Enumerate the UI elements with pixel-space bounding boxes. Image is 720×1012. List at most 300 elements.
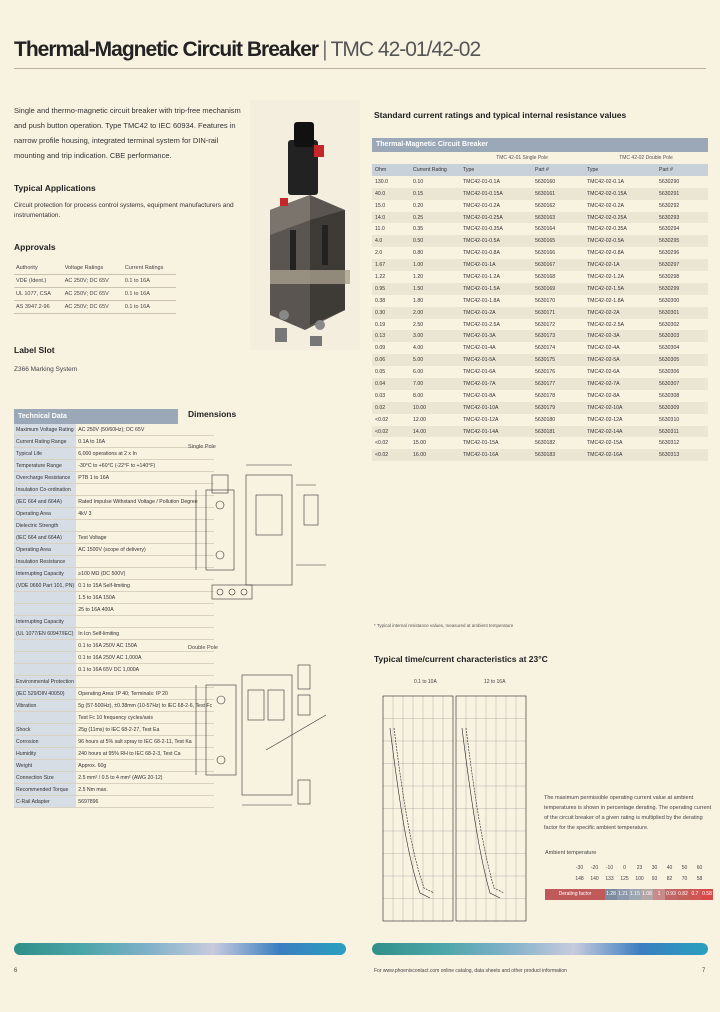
- table-row: [372, 200, 708, 212]
- table-row: [14, 628, 214, 640]
- table-cell: 5630176: [535, 369, 556, 376]
- table-cell: TMC42-02-5A: [584, 354, 656, 366]
- table-cell: Environmental Protection: [14, 676, 76, 688]
- table-cell: 5630304: [659, 345, 680, 352]
- table-row: [372, 188, 708, 200]
- table-cell: TMC42-01-5A: [460, 354, 532, 366]
- table-cell: AC 250V; DC 65V: [63, 301, 123, 314]
- table-cell: 0.13: [372, 330, 410, 342]
- table-cell: 0.1 to 16A: [123, 288, 176, 301]
- table-row: [372, 319, 708, 331]
- col-current-rating: Current Rating: [410, 164, 460, 176]
- table-cell: TMC42-01-1A: [460, 259, 532, 271]
- table-cell: 0.95: [372, 283, 410, 295]
- double-pole-drawing: [186, 655, 346, 815]
- table-row: [14, 262, 176, 275]
- table-cell: 5630299: [656, 283, 708, 295]
- table-cell: Humidity: [14, 748, 76, 760]
- table-row: [372, 390, 708, 402]
- table-cell: 11.0: [375, 226, 385, 233]
- table-cell: 8.00: [413, 392, 424, 399]
- time-current-description: The maximum permissible operating current value at ambient temperatures is shown in percentage derating. The operating current of the circuit breaker of a given rating is multiplied by the derating factor for the specific ambient temperature.: [544, 795, 712, 831]
- table-row: [14, 736, 214, 748]
- table-cell: 5630306: [659, 369, 680, 376]
- title-separator: |: [322, 38, 327, 61]
- derating-cell: 1.21: [617, 889, 629, 900]
- approvals-col-voltage: Voltage Ratings: [63, 262, 123, 275]
- dimensions-heading: Dimensions: [188, 409, 237, 419]
- table-row: [372, 271, 708, 283]
- footer-bar-left: [14, 943, 346, 955]
- table-cell: TMC42-01-10A: [460, 402, 532, 414]
- table-row: [14, 472, 214, 484]
- table-row: [372, 307, 708, 319]
- table-cell: 14.00: [410, 426, 460, 438]
- table-cell: TMC42-01-1.2A: [463, 273, 500, 280]
- table-row: [14, 520, 214, 532]
- table-cell: 5630166: [535, 250, 556, 257]
- table-cell: TMC42-02-2.5A: [587, 321, 624, 328]
- table-cell: 5630290: [659, 178, 680, 185]
- table-row: [372, 366, 708, 378]
- table-row: [372, 235, 708, 247]
- table-row: [372, 342, 708, 354]
- table-row: [14, 301, 176, 314]
- table-cell: Approx. 60g: [76, 760, 214, 772]
- table-cell: 5630171: [532, 307, 584, 319]
- table-cell: 0.15: [410, 188, 460, 200]
- table-cell: 5630161: [532, 188, 584, 200]
- derating-cell: 1: [653, 889, 665, 900]
- table-cell: UL 1077, CSA: [14, 288, 63, 301]
- temp-cell: 60: [696, 864, 703, 871]
- table-cell: Operating Area: [14, 508, 76, 520]
- table-row: [372, 212, 708, 224]
- table-cell: 0.03: [375, 392, 386, 399]
- page-title: [14, 38, 480, 62]
- table-row: [372, 164, 708, 176]
- table-cell: TMC42-01-0.5A: [460, 235, 532, 247]
- product-photo: [250, 100, 360, 350]
- table-cell: 5630174: [535, 345, 556, 352]
- table-cell: Operating Area: [14, 544, 76, 556]
- table-cell: 5630169: [532, 283, 584, 295]
- typical-applications-heading: Typical Applications: [14, 183, 96, 193]
- table-row: [14, 544, 214, 556]
- table-cell: Insulation Co-ordination: [14, 484, 76, 496]
- col-part-double: Part #: [656, 164, 708, 176]
- table-cell: <0.02: [372, 449, 410, 461]
- table-cell: 5630302: [659, 321, 680, 328]
- table-cell: 5630307: [656, 378, 708, 390]
- table-cell: 5630182: [535, 440, 556, 447]
- table-cell: TMC42-02-0.25A: [584, 212, 656, 224]
- table-row: [14, 275, 176, 288]
- table-cell: 2.0: [375, 250, 383, 257]
- label-slot-text: Z366 Marking System: [14, 366, 78, 373]
- double-pole-label: Double Pole: [188, 645, 218, 651]
- table-cell: (IEC 664 and 664A): [14, 496, 76, 508]
- derating-cell: 1.28: [605, 889, 617, 900]
- temp-cell: 50: [681, 864, 688, 871]
- table-cell: Recommended Torque: [14, 784, 76, 796]
- table-cell: TMC42-02-0.15A: [584, 188, 656, 200]
- table-cell: AC 250V; DC 65V: [63, 288, 123, 301]
- technical-data-table: [14, 424, 214, 808]
- approvals-col-current: Current Ratings: [123, 262, 176, 275]
- table-cell: TMC42-01-3A: [460, 330, 532, 342]
- table-cell: 1.80: [413, 297, 424, 304]
- table-cell: (UL 1077/EN 60947/IEC): [14, 628, 76, 640]
- table-cell: [372, 152, 460, 164]
- table-cell: TMC42-02-6A: [587, 369, 620, 376]
- table-cell: 0.1 to 15A Self-limiting: [76, 580, 214, 592]
- table-cell: 5630160: [535, 178, 556, 185]
- table-cell: 5630313: [656, 449, 708, 461]
- table-row: [14, 688, 214, 700]
- table-cell: 5630167: [532, 259, 584, 271]
- temp-cell: 23: [636, 864, 643, 871]
- table-cell: 5630165: [532, 235, 584, 247]
- table-cell: Connection Size: [14, 772, 76, 784]
- temp-cell: -10: [605, 864, 614, 871]
- table-cell: [14, 712, 76, 724]
- table-cell: Insulation Resistance: [14, 556, 76, 568]
- standard-ratings-heading: Standard current ratings and typical internal resistance values: [374, 110, 627, 120]
- table-cell: TMC42-01-0.15A: [460, 188, 532, 200]
- table-cell: 16.00: [410, 449, 460, 461]
- chart2-title: 12 to 16A: [484, 679, 506, 685]
- intro-text: Single and thermo-magnetic circuit breaker with trip-free mechanism and push button operation. Type TMC42 to IEC 60934. Features in narrow profile housing, integrated terminal system for DIN-rail mounting and trip indication. CBE performance.: [14, 106, 241, 160]
- table-cell: TMC42-01-0.8A: [463, 250, 500, 257]
- table-cell: 5630168: [535, 273, 556, 280]
- derating-label: Derating factor: [545, 889, 605, 900]
- table-cell: (IEC 664 and 664A): [14, 532, 76, 544]
- table-cell: 1.00: [410, 259, 460, 271]
- table-row: [14, 580, 214, 592]
- table-cell: 5630180: [535, 416, 556, 423]
- derating-table: [572, 862, 707, 884]
- table-cell: TMC42-01-0.1A: [463, 178, 500, 185]
- table-cell: 1.50: [410, 283, 460, 295]
- table-cell: 0.1 to 16A 65V DC 1,000A: [76, 664, 214, 676]
- table-cell: C-Rail Adapter: [14, 796, 76, 808]
- table-cell: AS 3947.2-96: [14, 301, 63, 314]
- table-row: [572, 862, 707, 873]
- table-cell: TMC42-01-16A: [460, 449, 532, 461]
- table-cell: Test Fc 10 frequency cycles/axis: [76, 712, 214, 724]
- table-cell: PTB 1 to 16A: [76, 472, 214, 484]
- table-row: [14, 640, 214, 652]
- table-cell: 6,000 operations at 2 x In: [76, 448, 214, 460]
- table-row: [14, 664, 214, 676]
- table-cell: TMC42-02-0.1A: [587, 178, 624, 185]
- table-row: [372, 378, 708, 390]
- table-cell: TMC42-01-1.5A: [460, 283, 532, 295]
- table-row: [14, 424, 214, 436]
- table-cell: TMC42-02-0.35A: [587, 226, 627, 233]
- table-cell: (IEC 529/DIN 40050): [14, 688, 76, 700]
- technical-data-heading: Technical Data: [14, 409, 178, 424]
- table-cell: TMC42-02-0.8A: [587, 250, 624, 257]
- table-cell: TMC42-01-4A: [463, 345, 496, 352]
- table-cell: 5630173: [532, 330, 584, 342]
- table-cell: 5630310: [659, 416, 680, 423]
- table-cell: TMC42-01-1.8A: [463, 297, 500, 304]
- table-cell: 5630301: [656, 307, 708, 319]
- table-row: [372, 426, 708, 438]
- table-cell: Interrupting Capacity: [14, 568, 76, 580]
- table-cell: ≥100 MΩ (DC 500V): [76, 568, 214, 580]
- table-cell: TMC42-02-0.2A: [587, 202, 624, 209]
- table-row: [14, 784, 214, 796]
- table-cell: 5630295: [656, 235, 708, 247]
- derating-cell: 1.15: [629, 889, 641, 900]
- table-cell: 14.0: [372, 212, 410, 224]
- table-cell: 5630309: [656, 402, 708, 414]
- footer-url: For www.phoenixcontact.com online catalog, data sheets and other product information: [374, 968, 567, 974]
- table-cell: TMC42-02-16A: [584, 449, 656, 461]
- table-cell: 5697896: [76, 796, 214, 808]
- table-cell: 15.00: [413, 440, 426, 447]
- table-cell: Corrosion: [14, 736, 76, 748]
- table-cell: 5630300: [659, 297, 680, 304]
- table-cell: 2.5 Nm max.: [76, 784, 214, 796]
- table-cell: AC 1500V (scope of delivery): [76, 544, 214, 556]
- table-cell: TMC42-01-12A: [463, 416, 499, 423]
- factor-cell: 140: [590, 875, 599, 882]
- table-row: [14, 568, 214, 580]
- table-cell: TMC42-01-2A: [460, 307, 532, 319]
- table-cell: <0.02: [375, 440, 389, 447]
- table-cell: 0.09: [375, 345, 386, 352]
- table-cell: 5630170: [535, 297, 556, 304]
- table-cell: TMC42-02-8A: [587, 392, 620, 399]
- table-cell: 5630178: [535, 392, 556, 399]
- table-cell: In Icn Self-limiting: [76, 628, 214, 640]
- table-cell: 40.0: [372, 188, 410, 200]
- table-cell: TMC42-01-2.5A: [463, 321, 500, 328]
- ratings-footnote: * Typical internal resistance values, measured at ambient temperature: [374, 623, 514, 628]
- table-cell: [14, 652, 76, 664]
- table-cell: TMC42-01-6A: [463, 369, 496, 376]
- derating-cell: 1.08: [641, 889, 653, 900]
- footer-bar-right: [372, 943, 708, 955]
- table-cell: 3.00: [410, 330, 460, 342]
- table-cell: 6.00: [413, 369, 424, 376]
- table-row: [14, 436, 214, 448]
- table-cell: 5630175: [532, 354, 584, 366]
- table-cell: 5630296: [659, 250, 680, 257]
- table-cell: 5g (57-500Hz), ±0.38mm (10-57Hz) to IEC 68-2-6, Test Fc: [76, 700, 214, 712]
- table-cell: 5630294: [659, 226, 680, 233]
- table-row: [372, 330, 708, 342]
- table-cell: 5630179: [532, 402, 584, 414]
- table-cell: TMC42-02-2A: [584, 307, 656, 319]
- table-cell: 0.10: [413, 178, 424, 185]
- table-cell: Test Voltage: [76, 532, 214, 544]
- derating-strip: [545, 889, 713, 900]
- label-slot-heading: Label Slot: [14, 345, 55, 355]
- table-row: [372, 283, 708, 295]
- derating-cell: 0.58: [701, 889, 713, 900]
- temp-cell: 30: [651, 864, 658, 871]
- time-current-charts: [370, 688, 530, 928]
- table-row: [14, 448, 214, 460]
- table-row: [372, 259, 708, 271]
- table-cell: [14, 604, 76, 616]
- group-double-label: TMC 42-02 Double Pole: [619, 155, 673, 161]
- ambient-label: Ambient temperature: [545, 850, 597, 856]
- factor-cell: 93: [651, 875, 658, 882]
- table-cell: AC 250V; DC 65V: [63, 275, 123, 288]
- factor-cell: 70: [681, 875, 688, 882]
- factor-cell: 58: [696, 875, 703, 882]
- factor-cell: 125: [620, 875, 629, 882]
- table-cell: 1.20: [413, 273, 424, 280]
- table-cell: TMC42-02-3A: [584, 330, 656, 342]
- table-row: [572, 873, 707, 884]
- table-cell: Temperature Range: [14, 460, 76, 472]
- temp-cell: 0: [623, 864, 626, 871]
- table-row: [372, 437, 708, 449]
- table-cell: TMC42-02-10A: [584, 402, 656, 414]
- table-cell: 5630303: [656, 330, 708, 342]
- table-cell: TMC42-02-14A: [584, 426, 656, 438]
- table-cell: TMC42-02-1.8A: [587, 297, 624, 304]
- table-cell: [14, 640, 76, 652]
- table-cell: 5630177: [532, 378, 584, 390]
- table-cell: TMC42-02-1.2A: [587, 273, 624, 280]
- table-cell: TMC42-01-0.35A: [463, 226, 503, 233]
- table-row: [14, 712, 214, 724]
- title-model: TMC 42-01/42-02: [330, 38, 481, 61]
- derating-cell: 0.7: [689, 889, 701, 900]
- title-rule: [14, 68, 706, 69]
- time-current-heading: Typical time/current characteristics at 23°C: [374, 654, 548, 664]
- temp-cell: -30: [575, 864, 584, 871]
- table-cell: 5630291: [656, 188, 708, 200]
- table-cell: 25 to 16A 400A: [76, 604, 214, 616]
- table-cell: TMC42-01-8A: [463, 392, 496, 399]
- table-cell: 1.22: [375, 273, 386, 280]
- table-cell: Overcharge Resistance: [14, 472, 76, 484]
- table-row: [372, 402, 708, 414]
- table-cell: 240 hours at 95% RH to IEC 68-2-3, Test Ca: [76, 748, 214, 760]
- table-cell: 4.00: [413, 345, 424, 352]
- approvals-col-authority: Authority: [14, 262, 63, 275]
- col-ohm: Ohm: [372, 164, 410, 176]
- table-cell: 25g (11ms) to IEC 68-2-27, Test Ea: [76, 724, 214, 736]
- table-cell: TMC42-02-15A: [587, 440, 623, 447]
- table-cell: (VDE 0660 Part 101, PN): [14, 580, 76, 592]
- table-row: [372, 354, 708, 366]
- table-cell: 0.06: [372, 354, 410, 366]
- table-cell: 0.1 to 16A 250V AC 150A: [76, 640, 214, 652]
- table-cell: 4kV 3: [76, 508, 214, 520]
- table-cell: 5630298: [659, 273, 680, 280]
- table-cell: <0.02: [375, 416, 389, 423]
- table-cell: Shock: [14, 724, 76, 736]
- table-row: [372, 295, 708, 307]
- derating-cells: [605, 889, 713, 900]
- table-cell: 0.80: [413, 250, 424, 257]
- table-cell: 12.00: [413, 416, 426, 423]
- table-cell: TMC42-01-7A: [460, 378, 532, 390]
- table-cell: [76, 616, 214, 628]
- table-row: [14, 288, 176, 301]
- table-cell: 2.50: [413, 321, 424, 328]
- table-row: [14, 676, 214, 688]
- table-row: [14, 796, 214, 808]
- table-row: [14, 496, 214, 508]
- table-row: [14, 484, 214, 496]
- chart1-title: 0.1 to 10A: [414, 679, 437, 685]
- col-type-single: Type: [460, 164, 532, 176]
- table-cell: TMC42-02-7A: [584, 378, 656, 390]
- table-cell: 15.0: [375, 202, 386, 209]
- table-cell: 96 hours at 5% salt spray to IEC 68-2-11, Test Ka: [76, 736, 214, 748]
- table-row: [14, 772, 214, 784]
- table-cell: 0.20: [413, 202, 424, 209]
- table-cell: 4.0: [372, 235, 410, 247]
- table-cell: 0.1 to 16A 250V AC 1,000A: [76, 652, 214, 664]
- table-cell: VDE (Ident.): [14, 275, 63, 288]
- table-cell: 0.1 to 16A: [123, 301, 176, 314]
- table-cell: 5630311: [656, 426, 708, 438]
- approvals-table: [14, 262, 176, 314]
- table-row: [14, 652, 214, 664]
- table-cell: 0.02: [372, 402, 410, 414]
- table-cell: TMC42-02-1A: [584, 259, 656, 271]
- ratings-table-title: Thermal-Magnetic Circuit Breaker: [372, 138, 708, 152]
- table-row: [372, 414, 708, 426]
- table-cell: [14, 592, 76, 604]
- table-cell: 0.25: [410, 212, 460, 224]
- table-row: [372, 247, 708, 259]
- table-cell: 5630292: [659, 202, 680, 209]
- table-row: [14, 760, 214, 772]
- table-cell: 0.50: [410, 235, 460, 247]
- ratings-table: [372, 152, 708, 461]
- table-cell: TMC42-02-12A: [587, 416, 623, 423]
- table-cell: 5630172: [535, 321, 556, 328]
- table-cell: Weight: [14, 760, 76, 772]
- table-cell: TMC42-01-14A: [460, 426, 532, 438]
- table-cell: 1.5 to 16A 150A: [76, 592, 214, 604]
- temp-cell: 40: [666, 864, 673, 871]
- col-type-double: Type: [584, 164, 656, 176]
- table-cell: 0.04: [372, 378, 410, 390]
- table-row: [14, 748, 214, 760]
- table-cell: <0.02: [372, 426, 410, 438]
- table-cell: Operating Area: IP 40; Terminals: IP 20: [76, 688, 214, 700]
- table-cell: 7.00: [410, 378, 460, 390]
- table-cell: 5630308: [659, 392, 680, 399]
- table-cell: 0.35: [413, 226, 424, 233]
- table-cell: 0.1A to 16A: [76, 436, 214, 448]
- table-row: [14, 532, 214, 544]
- table-cell: Maximum Voltage Rating: [14, 424, 76, 436]
- factor-cell: 100: [635, 875, 644, 882]
- derating-cell: 0.82: [677, 889, 689, 900]
- table-cell: 5630297: [656, 259, 708, 271]
- table-row: [14, 508, 214, 520]
- table-row: [372, 223, 708, 235]
- table-row: [14, 616, 214, 628]
- table-cell: 5.00: [410, 354, 460, 366]
- group-single-label: TMC 42-01 Single Pole: [496, 155, 548, 161]
